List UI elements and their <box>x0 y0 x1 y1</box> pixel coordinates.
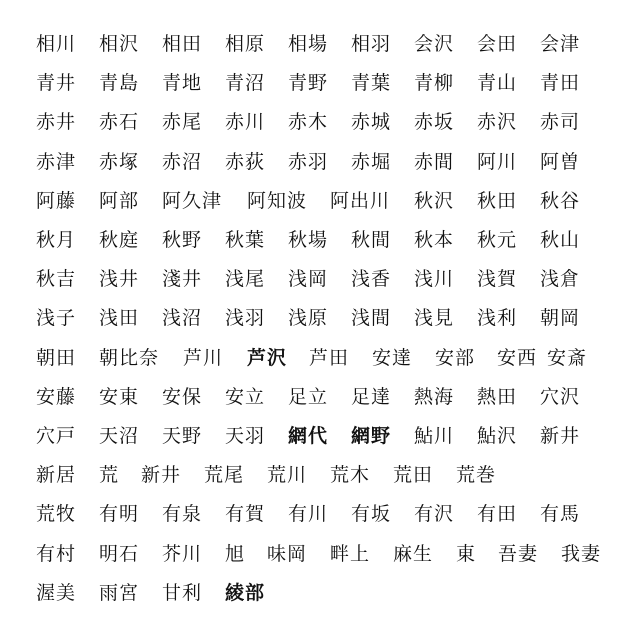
surname-item: 明石 <box>99 543 140 565</box>
surname-item: 赤沼 <box>162 151 203 173</box>
surname-item: 阿川 <box>477 151 518 173</box>
surname-item: 浅倉 <box>540 268 581 290</box>
surname-item: 赤司 <box>540 111 581 133</box>
surname-item: 赤石 <box>99 111 140 133</box>
surname-item: 秋月 <box>36 229 77 251</box>
surname-item: 芥川 <box>162 543 203 565</box>
surname-item: 秋山 <box>540 229 581 251</box>
surname-item: 相場 <box>288 33 329 55</box>
surname-item: 会沢 <box>414 33 455 55</box>
surname-item: 朝田 <box>36 347 77 369</box>
surname-item: 赤堀 <box>351 151 392 173</box>
surname-item: 安保 <box>162 386 203 408</box>
surname-item: 有村 <box>36 543 77 565</box>
surname-item: 畔上 <box>330 543 371 565</box>
surname-item: 安西 <box>497 347 538 369</box>
surname-item: 荒牧 <box>36 503 77 525</box>
surname-item: 赤城 <box>351 111 392 133</box>
surname-item: 阿知波 <box>247 190 308 212</box>
surname-item: 相羽 <box>351 33 392 55</box>
surname-item: 浅香 <box>351 268 392 290</box>
surname-item: 荒尾 <box>204 464 245 486</box>
surname-item: 穴沢 <box>540 386 581 408</box>
surname-item: 赤間 <box>414 151 455 173</box>
surname-item: 安達 <box>372 347 413 369</box>
surname-item: 浅見 <box>414 307 455 329</box>
surname-item: 新居 <box>36 464 77 486</box>
surname-item: 芦川 <box>183 347 224 369</box>
surname-item: 天羽 <box>225 425 266 447</box>
surname-item: 網代 <box>288 425 329 447</box>
surname-item: 赤荻 <box>225 151 266 173</box>
surname-item: 赤川 <box>225 111 266 133</box>
surname-item: 赤津 <box>36 151 77 173</box>
surname-item: 浅間 <box>351 307 392 329</box>
surname-item: 浅賀 <box>477 268 518 290</box>
surname-item: 熱海 <box>414 386 455 408</box>
surname-item: 綾部 <box>225 582 266 604</box>
surname-item: 有川 <box>288 503 329 525</box>
surname-item: 阿出川 <box>330 190 391 212</box>
surname-item: 浅子 <box>36 307 77 329</box>
surname-item: 青田 <box>540 72 581 94</box>
surname-item: 淺井 <box>162 268 203 290</box>
surname-item: 荒木 <box>330 464 371 486</box>
surname-item: 赤坂 <box>414 111 455 133</box>
surname-item: 我妻 <box>561 543 602 565</box>
surname-item: 安斎 <box>547 347 588 369</box>
surname-item: 安東 <box>99 386 140 408</box>
surname-item: 麻生 <box>393 543 434 565</box>
surname-item: 鮎川 <box>414 425 455 447</box>
surname-item: 相原 <box>225 33 266 55</box>
surname-item: 芦沢 <box>247 347 288 369</box>
surname-item: 赤尾 <box>162 111 203 133</box>
surname-item: 相田 <box>162 33 203 55</box>
surname-item: 秋田 <box>477 190 518 212</box>
surname-item: 会津 <box>540 33 581 55</box>
surname-item: 浅川 <box>414 268 455 290</box>
surname-item: 青葉 <box>351 72 392 94</box>
surname-item: 鮎沢 <box>477 425 518 447</box>
surname-item: 阿久津 <box>162 190 223 212</box>
surname-item: 阿部 <box>99 190 140 212</box>
surname-item: 秋本 <box>414 229 455 251</box>
surname-item: 阿藤 <box>36 190 77 212</box>
surname-item: 秋元 <box>477 229 518 251</box>
surname-item: 朝比奈 <box>99 347 160 369</box>
surname-item: 有沢 <box>414 503 455 525</box>
surname-item: 安部 <box>435 347 476 369</box>
surname-item: 秋葉 <box>225 229 266 251</box>
surname-item: 浅井 <box>99 268 140 290</box>
surname-item: 浅沼 <box>162 307 203 329</box>
surname-item: 相沢 <box>99 33 140 55</box>
surname-item: 旭 <box>225 543 246 565</box>
surname-item: 天野 <box>162 425 203 447</box>
surname-item: 有馬 <box>540 503 581 525</box>
surname-item: 安立 <box>225 386 266 408</box>
surname-item: 芦田 <box>309 347 350 369</box>
surname-item: 浅利 <box>477 307 518 329</box>
surname-item: 新井 <box>540 425 581 447</box>
surname-item: 浅尾 <box>225 268 266 290</box>
surname-item: 青井 <box>36 72 77 94</box>
surname-item: 安藤 <box>36 386 77 408</box>
surname-item: 浅羽 <box>225 307 266 329</box>
surname-item: 秋間 <box>351 229 392 251</box>
surname-item: 赤井 <box>36 111 77 133</box>
surname-item: 赤塚 <box>99 151 140 173</box>
surname-item: 有坂 <box>351 503 392 525</box>
surname-item: 有賀 <box>225 503 266 525</box>
surname-item: 荒巻 <box>456 464 497 486</box>
surname-item: 有泉 <box>162 503 203 525</box>
surname-item: 秋場 <box>288 229 329 251</box>
surname-item: 吾妻 <box>498 543 539 565</box>
surname-item: 新井 <box>141 464 182 486</box>
surname-item: 会田 <box>477 33 518 55</box>
surname-item: 甘利 <box>162 582 203 604</box>
surname-item: 青山 <box>477 72 518 94</box>
surname-item: 秋庭 <box>99 229 140 251</box>
surname-item: 雨宮 <box>99 582 140 604</box>
surname-item: 朝岡 <box>540 307 581 329</box>
surname-item: 荒 <box>99 464 120 486</box>
surname-item: 青沼 <box>225 72 266 94</box>
surname-item: 青野 <box>288 72 329 94</box>
surname-item: 荒川 <box>267 464 308 486</box>
surname-item: 浅原 <box>288 307 329 329</box>
surname-item: 青島 <box>99 72 140 94</box>
surname-item: 有田 <box>477 503 518 525</box>
surname-item: 秋吉 <box>36 268 77 290</box>
surname-item: 足立 <box>288 386 329 408</box>
surname-item: 味岡 <box>267 543 308 565</box>
surname-item: 天沼 <box>99 425 140 447</box>
surname-item: 足達 <box>351 386 392 408</box>
surname-item: 熱田 <box>477 386 518 408</box>
surname-item: 穴戸 <box>36 425 77 447</box>
surname-item: 相川 <box>36 33 77 55</box>
surname-item: 東 <box>456 543 477 565</box>
surname-item: 秋谷 <box>540 190 581 212</box>
surname-item: 赤沢 <box>477 111 518 133</box>
surname-item: 秋沢 <box>414 190 455 212</box>
surname-item: 有明 <box>99 503 140 525</box>
surname-item: 赤羽 <box>288 151 329 173</box>
surname-item: 赤木 <box>288 111 329 133</box>
surname-item: 阿曽 <box>540 151 581 173</box>
surname-item: 浅岡 <box>288 268 329 290</box>
surname-item: 青地 <box>162 72 203 94</box>
surname-item: 秋野 <box>162 229 203 251</box>
surname-item: 浅田 <box>99 307 140 329</box>
surname-item: 網野 <box>351 425 392 447</box>
surname-item: 荒田 <box>393 464 434 486</box>
surname-item: 青柳 <box>414 72 455 94</box>
surname-item: 渥美 <box>36 582 77 604</box>
